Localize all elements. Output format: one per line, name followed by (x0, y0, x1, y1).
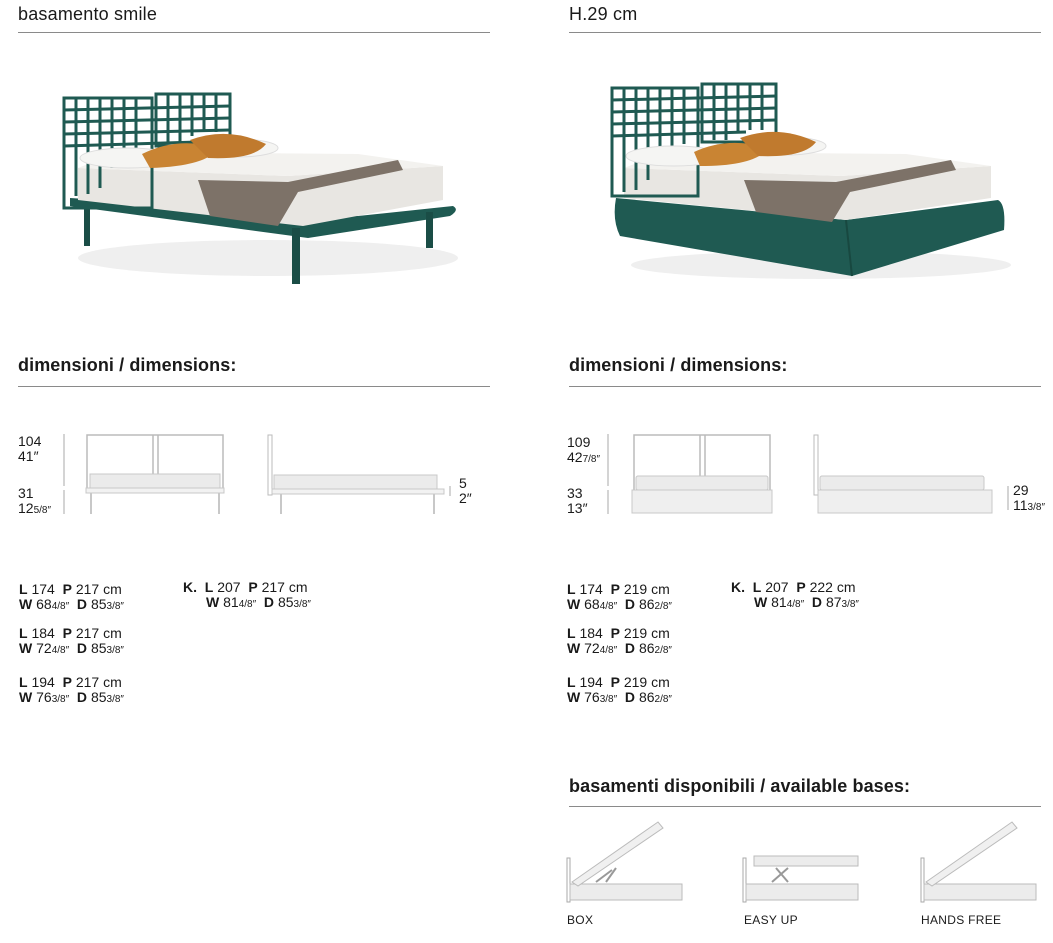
left-dimensions-heading: dimensioni / dimensions: (18, 355, 237, 375)
box-base-icon (566, 818, 686, 908)
left-front-drawing (60, 430, 240, 520)
right-dimensions-heading: dimensioni / dimensions: (569, 355, 788, 375)
left-side-drawing (264, 430, 464, 520)
right-dim-rule (569, 386, 1041, 387)
base-label-easy-up: EASY UP (744, 913, 798, 927)
right-title: H.29 cm (569, 4, 638, 24)
right-front-drawing (604, 430, 784, 520)
bed-smile-image (58, 88, 463, 288)
bases-heading: basamenti disponibili / available bases: (569, 776, 911, 796)
right-front-height-bottom: 33 13″ (567, 485, 588, 516)
left-title-rule (18, 32, 490, 33)
left-spec-3: L 194 P 217 cm W 763/8″ D 853/8″ (19, 674, 124, 705)
hands-free-base-icon (920, 818, 1040, 908)
left-spec-2: L 184 P 217 cm W 724/8″ D 853/8″ (19, 625, 124, 656)
right-spec-2: L 184 P 219 cm W 724/8″ D 862/8″ (567, 625, 672, 656)
right-side-drawing (812, 430, 1012, 520)
base-label-box: BOX (567, 913, 594, 927)
right-spec-1: L 174 P 219 cm W 684/8″ D 862/8″ (567, 581, 672, 612)
right-title-rule (569, 32, 1041, 33)
left-side-height: 5 2″ (459, 475, 472, 506)
right-side-height: 29 113/8″ (1013, 482, 1045, 513)
right-spec-3: L 194 P 219 cm W 763/8″ D 862/8″ (567, 674, 672, 705)
right-spec-k: K. L 207 P 222 cm W 814/8″ D 873/8″ (731, 579, 859, 610)
left-title: basamento smile (18, 4, 158, 24)
right-front-height-top: 109 427/8″ (567, 434, 601, 465)
left-spec-k: K. L 207 P 217 cm W 814/8″ D 853/8″ (183, 579, 311, 610)
bed-h29-image (606, 80, 1011, 285)
base-label-hands-free: HANDS FREE (921, 913, 1002, 927)
easy-up-base-icon (742, 818, 862, 908)
bases-rule (569, 806, 1041, 807)
left-front-height-top: 104 41″ (18, 433, 42, 464)
left-spec-1: L 174 P 217 cm W 684/8″ D 853/8″ (19, 581, 124, 612)
left-dim-rule (18, 386, 490, 387)
left-front-height-bottom: 31 125/8″ (18, 485, 52, 516)
